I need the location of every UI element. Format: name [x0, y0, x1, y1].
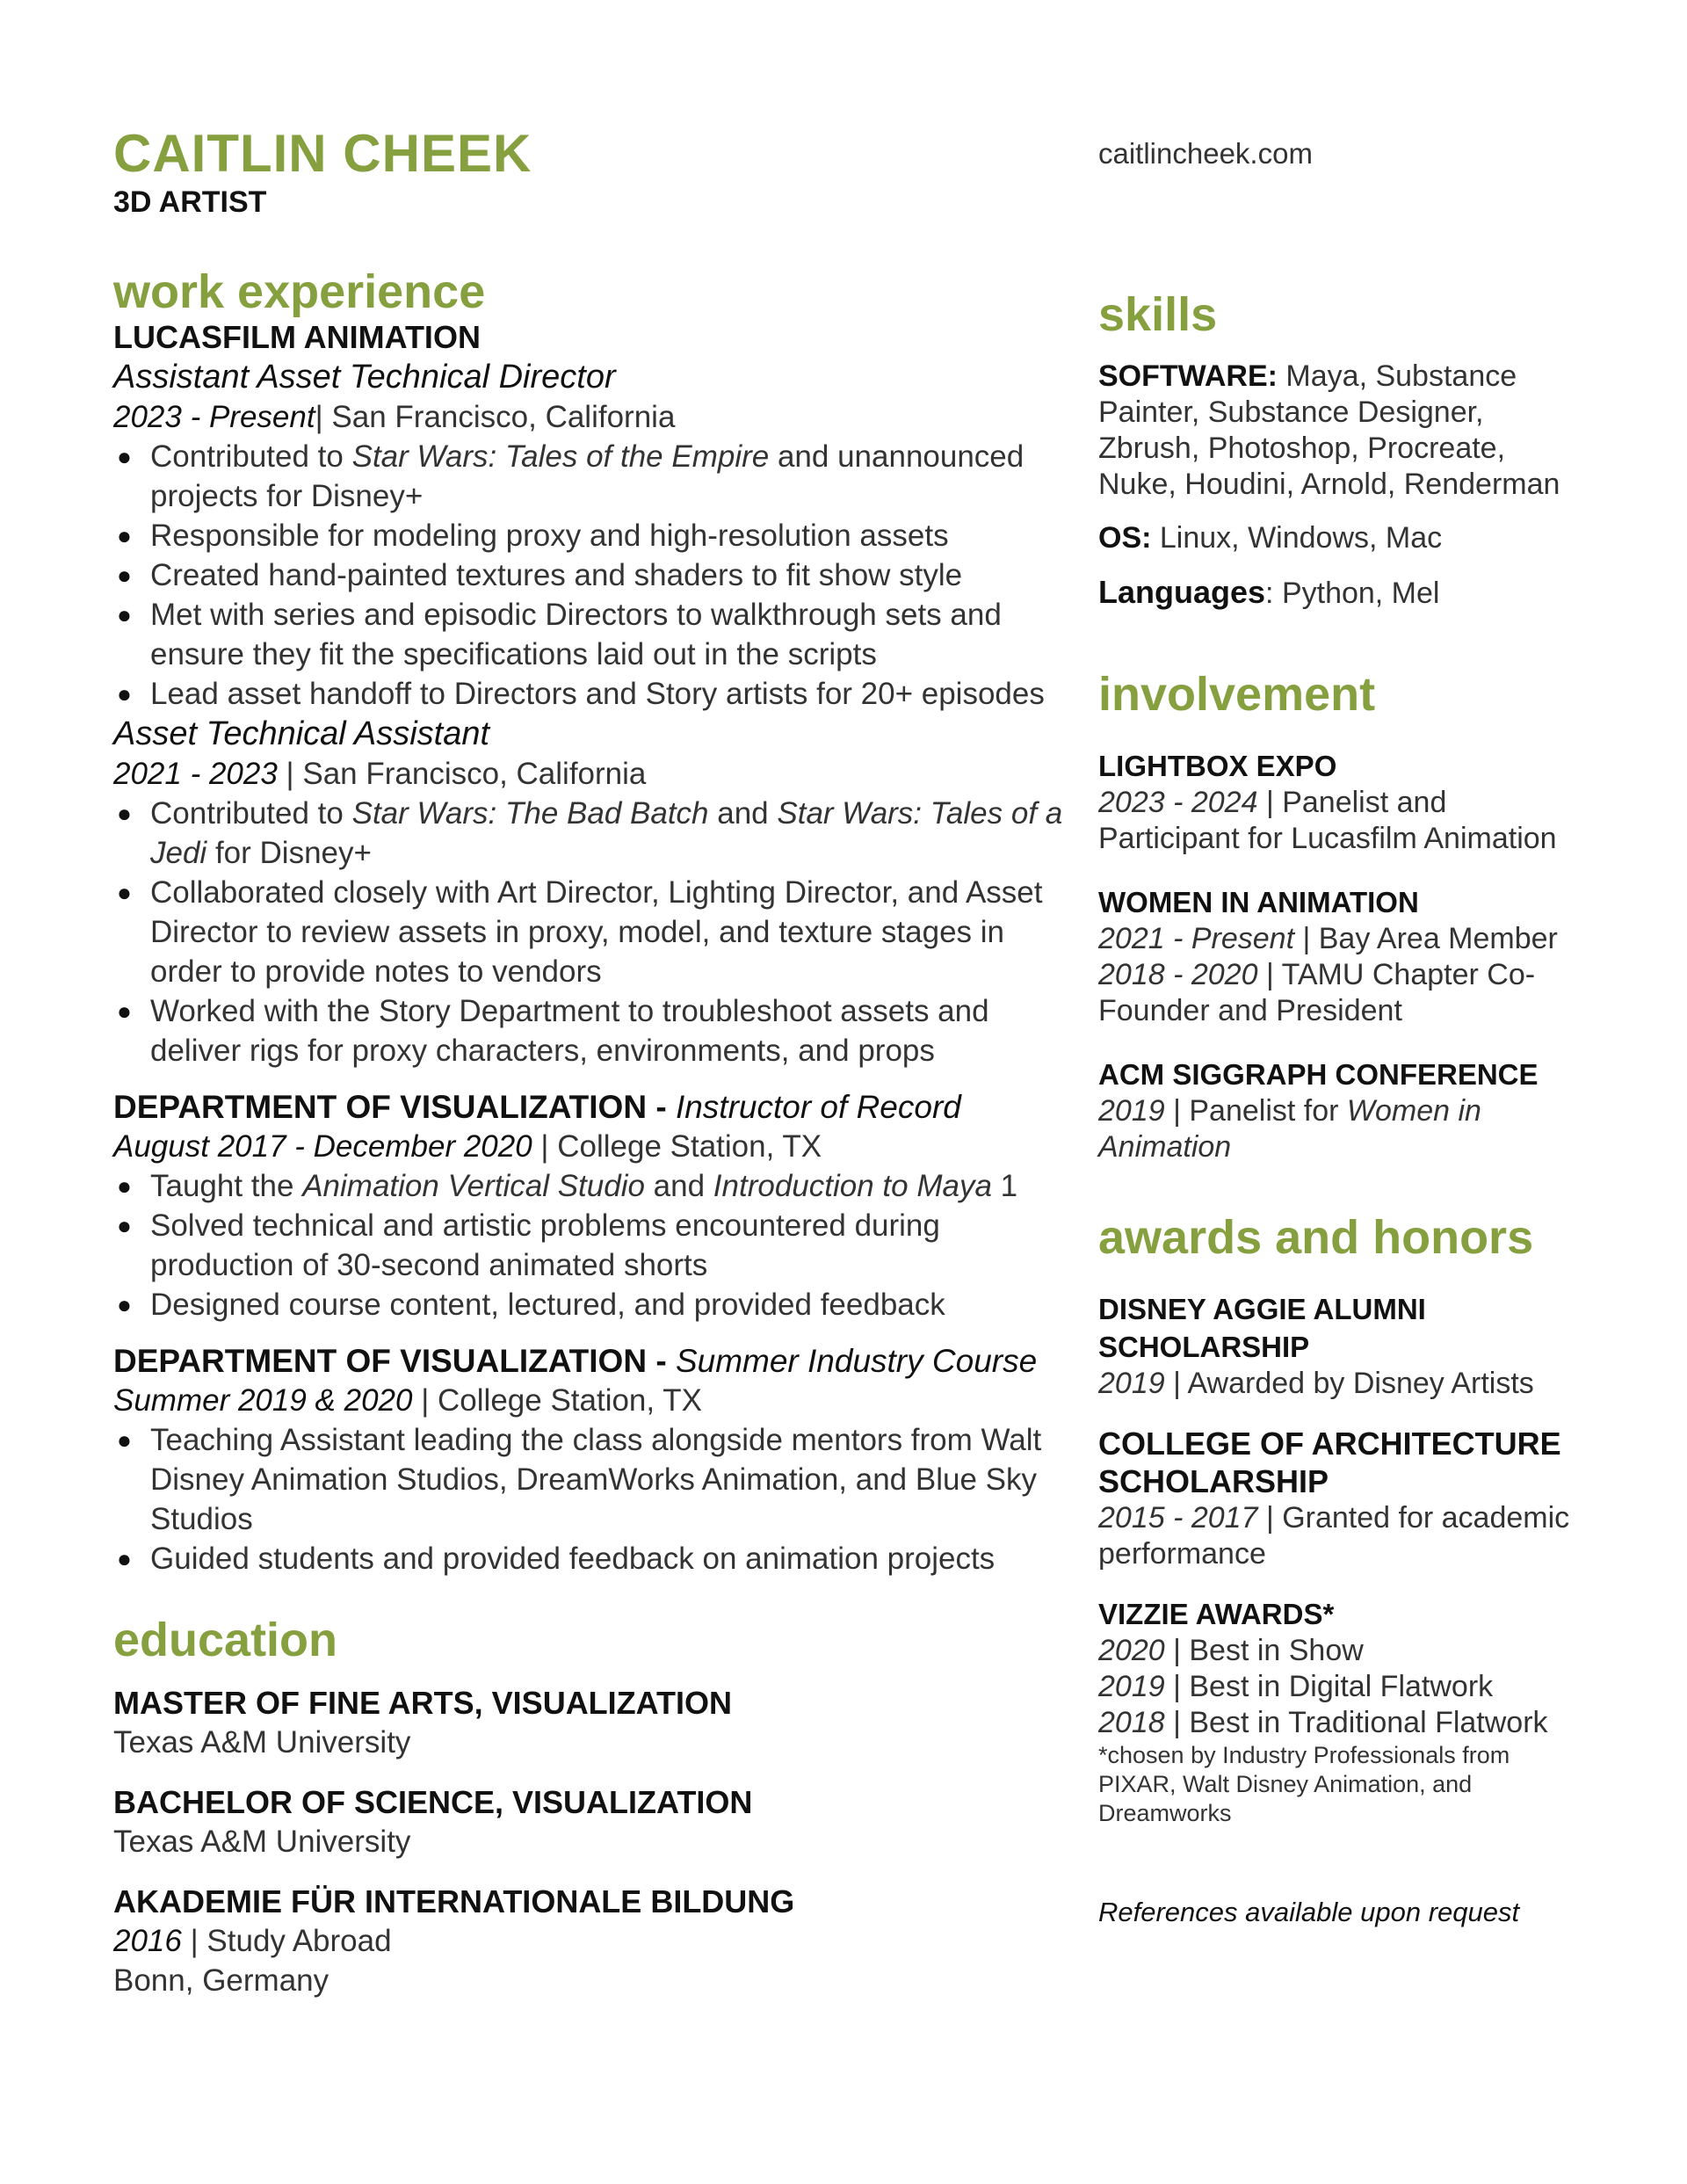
bullet-icon: ●	[117, 522, 132, 549]
involvement-item	[1098, 883, 1590, 1029]
job-role: Summer Industry Course	[675, 1343, 1038, 1379]
bullet-icon: ●	[117, 998, 132, 1025]
education-heading: education	[113, 1614, 338, 1666]
job-dates-line	[113, 1381, 1080, 1420]
job-lucasfilm	[113, 318, 1080, 1070]
school-name: AKADEMIE FÜR INTERNATIONALE BILDUNG	[113, 1883, 795, 1919]
job-dates-line	[113, 754, 1080, 794]
awards-heading: awards and honors	[1098, 1211, 1534, 1264]
left-column	[113, 123, 1080, 2000]
bullet-icon: ●	[117, 1426, 132, 1454]
award-name: DISNEY AGGIE ALUMNI SCHOLARSHIP	[1098, 1293, 1426, 1363]
list-item: ● Met with series and episodic Directors to walkthrough sets and ensure they fit the specifications laid out in the scripts	[113, 595, 1080, 674]
education-item	[113, 1684, 1080, 1762]
list-item: ● Teaching Assistant leading the class alongside mentors from Walt Disney Animation Studios, DreamWorks Animation, and Blue Sky Studios	[113, 1420, 1080, 1539]
job-dates: 2023 - Present	[113, 400, 315, 434]
list-item: ● Designed course content, lectured, and provided feedback	[113, 1285, 1080, 1324]
involvement-year: 2023 - 2024	[1098, 786, 1258, 819]
degree-name: MASTER OF FINE ARTS, VISUALIZATION	[113, 1685, 732, 1721]
job-viz-summer	[113, 1342, 1080, 1578]
skills-heading: skills	[1098, 288, 1218, 341]
skills-languages-label: Languages	[1098, 574, 1266, 610]
award-year: 2015 - 2017	[1098, 1501, 1258, 1535]
award-year: 2019	[1098, 1367, 1165, 1400]
study-year: 2016	[113, 1924, 182, 1958]
involvement-year: 2021 - Present	[1098, 922, 1295, 955]
candidate-title: 3D ARTIST	[113, 185, 267, 219]
references-note: References available upon request	[1098, 1897, 1520, 1927]
website-link[interactable]: caitlincheek.com	[1098, 137, 1313, 170]
award-year: 2020	[1098, 1634, 1165, 1667]
bullet-icon: ●	[117, 1545, 132, 1572]
list-item: ● Created hand-painted textures and shaders to fit show style	[113, 555, 1080, 595]
involvement-org: LIGHTBOX EXPO	[1098, 750, 1337, 782]
award-desc: 2018 | Best in Traditional Flatwork	[1098, 1706, 1548, 1739]
award-name: COLLEGE OF ARCHITECTURE SCHOLARSHIP	[1098, 1426, 1561, 1499]
award-year: 2019	[1098, 1670, 1165, 1703]
job-location: | College Station, TX	[412, 1383, 702, 1418]
school-name: Texas A&M University	[113, 1725, 411, 1760]
skills-languages	[1098, 574, 1590, 612]
involvement-desc: 2018 - 2020 | TAMU Chapter Co-Founder and President	[1098, 958, 1536, 1027]
award-desc: 2020 | Best in Show	[1098, 1634, 1364, 1667]
skills-os-label: OS:	[1098, 521, 1152, 555]
list-item: ● Worked with the Story Department to troubleshoot assets and deliver rigs for proxy characters, environments, and props	[113, 991, 1080, 1070]
involvement-desc: 2019 | Panelist for Women in Animation	[1098, 1094, 1481, 1164]
school-name: Texas A&M University	[113, 1825, 411, 1859]
job-org-line	[113, 1342, 1080, 1381]
bullet-icon: ●	[117, 443, 132, 470]
award-desc: 2019 | Awarded by Disney Artists	[1098, 1367, 1534, 1400]
involvement-org: ACM SIGGRAPH CONFERENCE	[1098, 1058, 1539, 1091]
skills-os	[1098, 520, 1590, 556]
award-footnote: *chosen by Industry Professionals from PIXAR, Walt Disney Animation, and Dreamworks	[1098, 1742, 1510, 1826]
job-dates: August 2017 - December 2020	[113, 1129, 532, 1164]
job-bullets	[113, 437, 1080, 714]
list-item: ● Lead asset handoff to Directors and Story artists for 20+ episodes	[113, 674, 1080, 714]
bullet-icon: ●	[117, 1212, 132, 1239]
award-desc: 2019 | Best in Digital Flatwork	[1098, 1670, 1494, 1703]
list-item: ● Solved technical and artistic problems encountered during production of 30-second animated shorts	[113, 1206, 1080, 1285]
job-bullets	[113, 1420, 1080, 1578]
study-desc: | Study Abroad	[181, 1924, 392, 1958]
list-item: ● Collaborated closely with Art Director, Lighting Director, and Asset Director to review assets in proxy, model, and texture stages in order to provide notes to vendors	[113, 873, 1080, 991]
award-item	[1098, 1595, 1590, 1828]
degree-name: BACHELOR OF SCIENCE, VISUALIZATION	[113, 1784, 753, 1820]
skills-os-list: Linux, Windows, Mac	[1151, 521, 1443, 555]
skills-software-label: SOFTWARE:	[1098, 359, 1278, 393]
involvement-desc: 2023 - 2024 | Panelist and Participant for Lucasfilm Animation	[1098, 786, 1557, 855]
job-bullets	[113, 1166, 1080, 1324]
job-dates-line	[113, 397, 1080, 437]
study-line	[113, 1921, 1080, 1961]
involvement-item	[1098, 747, 1590, 857]
work-experience-heading: work experience	[113, 265, 486, 318]
job-location: | San Francisco, California	[315, 400, 676, 434]
list-item: ● Responsible for modeling proxy and high-resolution assets	[113, 516, 1080, 555]
job-org: DEPARTMENT OF VISUALIZATION -	[113, 1343, 676, 1379]
job-org-line	[113, 1088, 1080, 1127]
list-item: ● Contributed to Star Wars: Tales of the Empire and unannounced projects for Disney+	[113, 437, 1080, 516]
skills-software	[1098, 359, 1590, 503]
award-item	[1098, 1425, 1590, 1572]
list-item: ● Taught the Animation Vertical Studio and Introduction to Maya 1	[113, 1166, 1080, 1206]
job-role: Instructor of Record	[675, 1089, 961, 1125]
job-dates: 2021 - 2023	[113, 757, 278, 791]
involvement-desc: 2021 - Present | Bay Area Member	[1098, 922, 1558, 955]
involvement-year: 2019	[1098, 1094, 1165, 1128]
bullet-icon: ●	[117, 680, 132, 707]
list-item: ● Guided students and provided feedback on animation projects	[113, 1539, 1080, 1578]
award-item	[1098, 1290, 1590, 1402]
bullet-icon: ●	[117, 562, 132, 589]
bullet-icon: ●	[117, 601, 132, 628]
involvement-org: WOMEN IN ANIMATION	[1098, 886, 1419, 918]
bullet-icon: ●	[117, 1291, 132, 1318]
job-bullets	[113, 794, 1080, 1070]
award-desc: 2015 - 2017 | Granted for academic performance	[1098, 1501, 1570, 1571]
award-year: 2018	[1098, 1706, 1165, 1739]
job-dates-line	[113, 1127, 1080, 1166]
education-item	[113, 1883, 1080, 2000]
education-item	[113, 1783, 1080, 1861]
award-name: VIZZIE AWARDS*	[1098, 1598, 1335, 1630]
candidate-name: CAITLIN CHEEK	[113, 124, 532, 183]
involvement-heading: involvement	[1098, 668, 1376, 721]
job-location: | San Francisco, California	[277, 757, 647, 791]
skills-languages-list: : Python, Mel	[1265, 577, 1440, 610]
skills-software-list: Maya, Substance Painter, Substance Designer, Zbrush, Photoshop, Procreate, Nuke, Houdini, Arnold, Renderman	[1098, 359, 1560, 501]
job-location: | College Station, TX	[532, 1129, 822, 1164]
job-viz-instructor	[113, 1088, 1080, 1324]
involvement-item	[1098, 1056, 1590, 1165]
job-org: DEPARTMENT OF VISUALIZATION -	[113, 1089, 676, 1125]
list-item: ● Contributed to Star Wars: The Bad Batch and Star Wars: Tales of a Jedi for Disney+	[113, 794, 1080, 873]
job-dates: Summer 2019 & 2020	[113, 1383, 413, 1418]
job-role: Assistant Asset Technical Director	[113, 359, 616, 395]
bullet-icon: ●	[117, 800, 132, 827]
bullet-icon: ●	[117, 879, 132, 906]
job-org: LUCASFILM ANIMATION	[113, 319, 481, 355]
job-role: Asset Technical Assistant	[113, 715, 490, 752]
involvement-year: 2018 - 2020	[1098, 958, 1258, 991]
right-column	[1098, 123, 1590, 1928]
bullet-icon: ●	[117, 1172, 132, 1200]
study-location: Bonn, Germany	[113, 1963, 329, 1998]
